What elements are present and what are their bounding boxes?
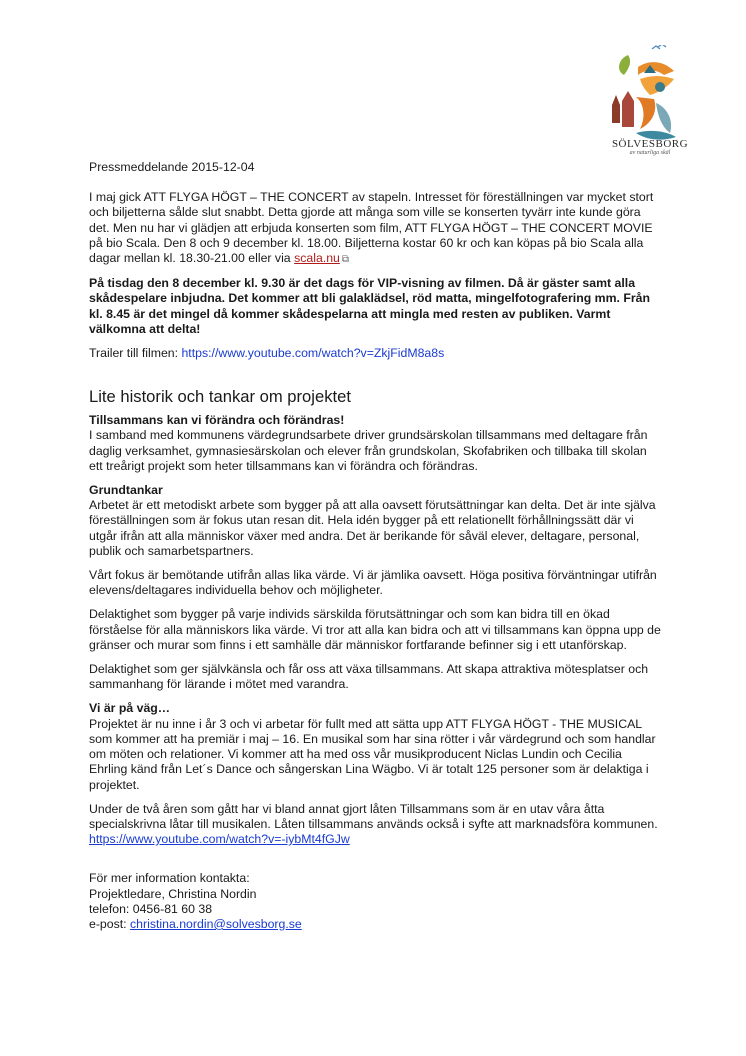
trailer-line (89, 346, 661, 361)
contact-email-line (89, 917, 661, 932)
press-release-body (89, 160, 661, 932)
trailer-link[interactable]: https://www.youtube.com/watch?v=ZkjFidM8a8s (181, 346, 445, 361)
contact-block (89, 871, 661, 932)
on-the-way-text: Projektet är nu inne i år 3 och vi arbetar för fullt med att sätta upp ATT FLYGA HÖGT - THE MUSICAL som kommer att ha premiär i maj – 16. En musikal som har sina rötter i vår värdegrund och som handlar om möten och relationer. Vi kommer att ha med oss vår musikproducent Niclas Lundin och Cecilia Ehrling känd från Let´s Dance och sångerskan Lina Wägbo. Vi är totalt 125 personer som är delaktiga i projektet. (89, 716, 656, 792)
logo-wordmark: SÖLVESBORG (611, 138, 689, 150)
participation-paragraph: Delaktighet som bygger på varje individs särskilda förutsättningar och som kan bidra till en ökad förståelse för alla människors lika värde. Vi tror att alla kan bidra och att vi tillsammans kan öppna upp de gränser och murar som finns i ett samhälle där människor fortfarande befinner sig i ett utanförskap. (89, 607, 661, 652)
song-text: Under de två åren som gått har vi bland annat gjort låten Tillsammans som är en utav våra åtta specialskrivna låtar till musikalen. Låten tillsammans används också i syfte att marknadsföra kommunen. (89, 801, 658, 831)
email-link[interactable]: christina.nordin@solvesborg.se (130, 916, 302, 931)
together-text: I samband med kommunens värdegrundsarbete driver grundsärskolan tillsammans med deltagare från daglig verksamhet, gymnasiesärskolan och elever från grundskolan, Skofabriken och tillbaka till skolan ett treårigt projekt som heter tillsammans kan vi förändra och förändras. (89, 428, 648, 473)
song-paragraph (89, 802, 661, 848)
focus-paragraph: Vårt fokus är bemötande utifrån allas lika värde. Vi är jämlika oavsett. Höga positiva förväntningar utifrån elevens/deltagares individuella behov och möjligheter. (89, 568, 657, 598)
press-release-date: Pressmeddelande 2015-12-04 (89, 160, 255, 174)
intro-paragraph (89, 190, 661, 267)
contact-intro: För mer information kontakta: (89, 871, 250, 886)
scala-link[interactable]: scala.nu (294, 251, 340, 266)
together-heading: Tillsammans kan vi förändra och förändras! (89, 413, 345, 428)
grundtankar-paragraph (89, 483, 661, 559)
external-link-icon: ⧉ (341, 254, 350, 266)
vip-paragraph: På tisdag den 8 december kl. 9.30 är det dags för VIP-visning av filmen. Då är gäster samt alla skådespelare inbjudna. Det kommer att bli galaklädsel, röd matta, mingelfotografering mm. Från kl. 8.45 är det mingel då kommer skådespelarna att mingla med resten av publiken. Varmt välkomna att delta! (89, 276, 651, 336)
logo-tagline: av naturliga skäl (629, 150, 671, 156)
trailer-label: Trailer till filmen: (89, 346, 182, 361)
contact-phone: telefon: 0456-81 60 38 (89, 901, 213, 916)
song-link[interactable]: https://www.youtube.com/watch?v=-iybMt4fGJw (89, 832, 350, 847)
intro-text: I maj gick ATT FLYGA HÖGT – THE CONCERT av stapeln. Intresset för föreställningen var mycket stort och biljetterna sålde slut snabbt. Detta gjorde att många som ville se konserten tyvärr inte kunde göra det. Men nu har vi glädjen att erbjuda konserten som film, ATT FLYGA HÖGT – THE CONCERT MOVIE på bio Scala. Den 8 och 9 december kl. 18.00. Biljetterna kostar 60 kr och kan köpas på bio Scala alla dagar mellan kl. 18.30-21.00 eller via (89, 190, 654, 266)
together-paragraph (89, 413, 661, 474)
self-esteem-paragraph: Delaktighet som ger självkänsla och får oss att växa tillsammans. Att skapa attraktiva mötesplatser och sammanhang för lärande i mötet med varandra. (89, 662, 649, 692)
on-the-way-heading: Vi är på väg… (89, 701, 171, 716)
grundtankar-text: Arbetet är ett metodiskt arbete som bygger på att alla oavsett förutsättningar kan delta. Det är inte själva föreställningen som är fokus utan resan dit. Hela idén bygger på ett relationellt förhållningssätt där vi utgår ifrån att alla människor växer med andra. Det är berikande för såväl elever, deltagare, personal, publik och samarbetspartners. (89, 498, 656, 558)
on-the-way-paragraph (89, 701, 661, 792)
section-heading: Lite historik och tankar om projektet (89, 387, 351, 407)
email-label: e-post: (89, 916, 131, 931)
grundtankar-heading: Grundtankar (89, 483, 163, 498)
contact-name: Projektledare, Christina Nordin (89, 886, 257, 901)
